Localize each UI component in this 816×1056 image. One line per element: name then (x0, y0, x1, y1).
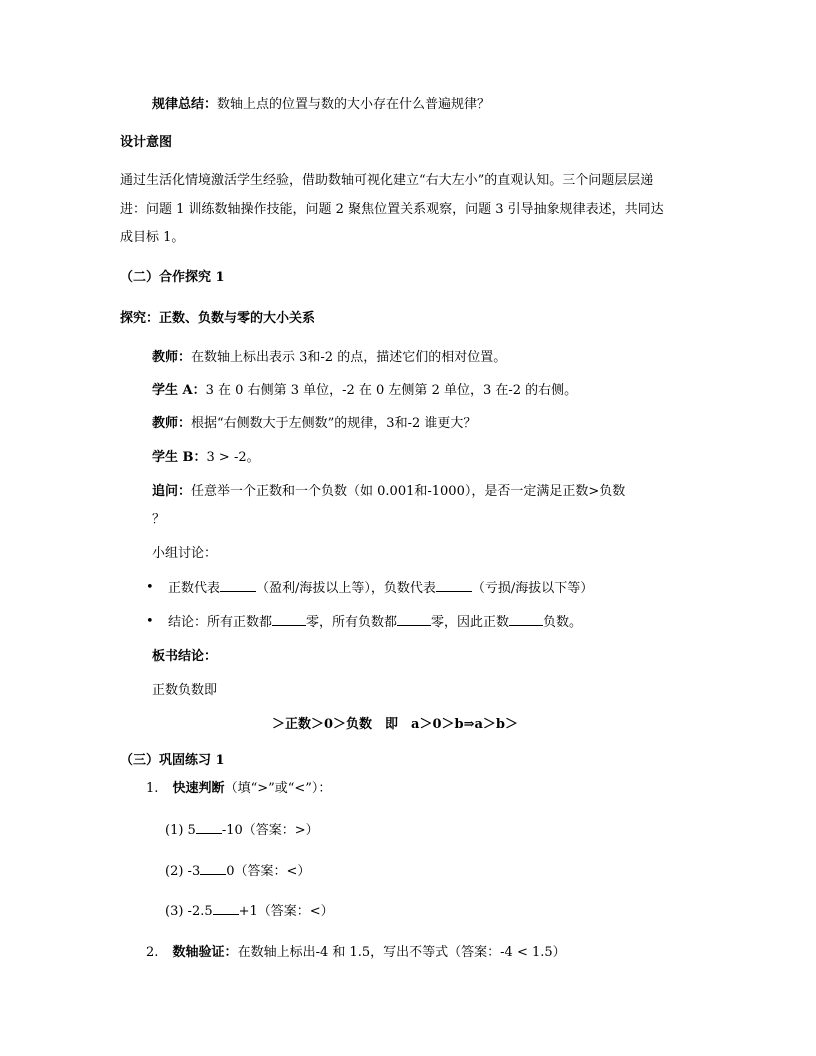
design-intent-heading: 设计意图 (120, 135, 173, 150)
design-intent-line-2: 进：问题 1 训练数轴操作技能，问题 2 聚焦位置关系观察，问题 3 引导抽象规律表述，共同达 (120, 202, 664, 217)
item-text-a: (2) -3 (165, 864, 201, 879)
exercise-2 (146, 944, 566, 962)
bullet-2-text-b: 零，所有负数都 (306, 615, 398, 630)
design-intent-line-3: 成目标 1。 (120, 230, 185, 245)
rule-summary-text: 数轴上点的位置与数的大小存在什么普遍规律？ (217, 97, 491, 112)
answer-blank (509, 613, 543, 626)
exercise-2-text: 在数轴上标出-4 和 1.5，写出不等式（答案：-4 < 1.5） (237, 945, 566, 960)
bullet-2-text-c: 零，因此正数 (431, 615, 510, 630)
item-text-b: 0（答案：<） (226, 864, 311, 879)
dialogue-line-2 (152, 382, 577, 400)
exercise-1-number: 1. (146, 781, 159, 796)
item-text-a: (1) 5 (165, 823, 196, 838)
bullet-1-text-a: 正数代表 (168, 581, 221, 596)
dialogue-line-4 (152, 449, 260, 467)
answer-blank (213, 902, 239, 915)
utterance: 在数轴上标出表示 3和-2 的点，描述它们的相对位置。 (191, 350, 507, 365)
utterance: 任意举一个正数和一个负数（如 0.001和-1000），是否一定满足正数>负数 (191, 484, 626, 499)
answer-blank (272, 613, 306, 626)
utterance: 3 > -2。 (206, 450, 260, 465)
answer-blank (436, 579, 472, 592)
item-text-a: (3) -2.5 (165, 904, 213, 919)
board-line-1: 正数负数即 (152, 683, 218, 698)
bullet-1 (168, 579, 593, 598)
exercise-1-label: 快速判断 (172, 781, 225, 796)
group-discussion-label: 小组讨论： (152, 546, 218, 561)
bullet-1-text-c: （亏损/海拔以下等） (471, 581, 594, 596)
speaker: 追问： (152, 484, 192, 499)
speaker: 学生 A： (152, 383, 206, 398)
exercise-item-2 (165, 862, 310, 881)
utterance: 根据“右侧数大于左侧数”的规律，3和-2 谁更大？ (191, 416, 477, 431)
utterance: 3 在 0 右侧第 3 单位，-2 在 0 左侧第 2 单位，3 在-2 的右侧。 (205, 383, 578, 398)
bullet-dot: • (146, 614, 154, 629)
explore-text: 正数、负数与零的大小关系 (159, 311, 316, 326)
speaker: 学生 B： (152, 450, 207, 465)
rule-summary (152, 96, 490, 114)
item-text-b: -10（答案：>） (221, 823, 319, 838)
exercise-item-3 (165, 902, 334, 921)
exercise-1 (146, 780, 331, 798)
exercise-1-text: （填“>”或“<”）： (224, 781, 332, 796)
dialogue-line-5 (152, 483, 625, 501)
bullet-dot: • (146, 580, 154, 595)
section-3-heading: （三）巩固练习 1 (120, 753, 225, 768)
explore-label: 探究： (120, 311, 160, 326)
exercise-item-1 (165, 821, 319, 840)
speaker: 教师： (152, 350, 192, 365)
exercise-2-label: 数轴验证： (172, 945, 238, 960)
board-line-2: ＞正数＞0＞负数 即 a＞0＞b⇒a＞b＞ (272, 717, 519, 732)
speaker: 教师： (152, 416, 192, 431)
answer-blank (397, 613, 431, 626)
bullet-2-text-a: 结论：所有正数都 (168, 615, 273, 630)
answer-blank (220, 579, 256, 592)
item-text-b: +1（答案：<） (238, 904, 334, 919)
bullet-1-text-b: （盈利/海拔以上等），负数代表 (256, 581, 436, 596)
bullet-2-text-d: 负数。 (543, 615, 583, 630)
rule-summary-label: 规律总结： (152, 97, 218, 112)
design-intent-line-1: 通过生活化情境激活学生经验，借助数轴可视化建立“右大左小”的直观认知。三个问题层层递 (120, 173, 654, 188)
exercise-2-number: 2. (146, 945, 159, 960)
answer-blank (200, 862, 226, 875)
explore-title (120, 310, 315, 328)
dialogue-line-5-cont: ？ (152, 512, 166, 527)
dialogue-line-1 (152, 349, 506, 367)
section-2-heading: （二）合作探究 1 (120, 270, 225, 285)
answer-blank (196, 821, 222, 834)
dialogue-line-3 (152, 415, 476, 433)
bullet-2 (168, 613, 582, 632)
board-label: 板书结论： (152, 649, 218, 664)
